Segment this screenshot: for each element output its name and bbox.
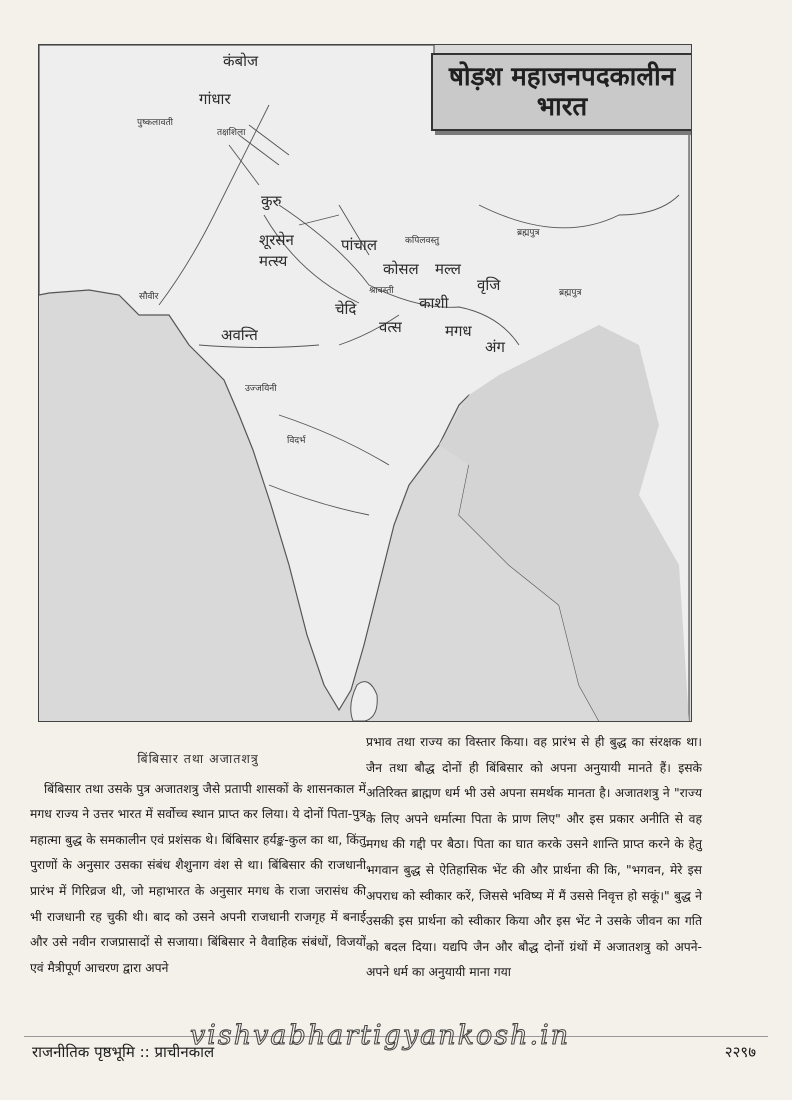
india-map-drawing: [39, 45, 691, 721]
running-title: राजनीतिक पृष्ठभूमि :: प्राचीनकाल: [32, 1043, 215, 1061]
map-title-line2: भारत: [536, 92, 588, 122]
map-label-vidarbh: विदर्भ: [287, 436, 306, 446]
map-label-matsya: मत्स्य: [259, 252, 288, 270]
map-label-panchal: पांचाल: [341, 236, 377, 254]
page-number: २२९७: [724, 1043, 756, 1061]
map-label-vats: वत्स: [379, 318, 402, 336]
map-label-takshashila: तक्षशिला: [217, 128, 246, 138]
map-label-kuru: कुरु: [261, 192, 282, 210]
map-label-kashi: काशी: [419, 294, 449, 312]
article-right-paragraph: प्रभाव तथा राज्य का विस्तार किया। वह प्रारंभ से ही बुद्ध का संरक्षक था। जैन तथा बौद्ध दोनों ही बिंबिसार को अपना अनुयायी मानते हैं। इसके अतिरिक्त ब्राह्मण धर्म भी उसे अपना समर्थक मानता है। अजातशत्रु ने "राज्य के लिए अपने धर्मात्मा पिता के प्राण लिए" और इस प्रकार अनीति से वह मगध की गद्दी पर बैठा। पिता का घात करके उसने शान्ति प्राप्त करने के हेतु भगवान बुद्ध से ऐतिहासिक भेंट की और प्रार्थना की कि, "भगवन, मेरे इस अपराध को स्वीकार करें, जिससे भविष्य में मैं उससे निवृत्त हो सकूं।" बुद्ध ने उसकी इस प्रार्थना को स्वीकार किया और इस भेंट ने उसके जीवन का गति को बदल दिया। यद्यपि जैन और बौद्ध दोनों ग्रंथों में अजातशत्रु को अपने-अपने धर्म का अनुयायी माना गया: [366, 735, 702, 980]
map-label-chedi: चेदि: [335, 300, 357, 318]
map-label-kosal: कोसल: [383, 260, 419, 278]
map-label-kapilavastu: कपिलवस्तु: [405, 236, 440, 246]
section-heading: बिंबिसार तथा अजातशत्रु: [137, 751, 259, 766]
map-label-ang: अंग: [485, 338, 505, 356]
map-label-sauvir: सौवीर: [139, 292, 159, 302]
map-label-brahmaputra-upper: ब्रह्मपुत्र: [517, 228, 540, 238]
map-figure: [38, 44, 692, 722]
map-label-gandhar: गांधार: [199, 90, 231, 108]
map-label-ujjayini: उज्जयिनी: [245, 384, 277, 394]
map-label-shursen: शूरसेन: [259, 231, 294, 249]
map-title-line1: षोड़श महाजनपदकालीन: [448, 62, 676, 92]
map-label-avanti: अवन्ति: [221, 326, 258, 344]
map-label-mall: मल्ल: [435, 260, 461, 278]
map-label-kamboj: कंबोज: [223, 52, 259, 70]
article-right-column: [366, 730, 702, 986]
article-body: [0, 730, 792, 1060]
map-label-magadh: मगध: [445, 322, 472, 340]
article-left-column: [30, 730, 366, 981]
watermark: vishvabhartigyankosh.in: [190, 1020, 571, 1051]
map-label-brahmaputra-lower: ब्रह्मपुत्र: [559, 288, 582, 298]
article-left-paragraph: बिंबिसार तथा उसके पुत्र अजातशत्रु जैसे प्रतापी शासकों के शासनकाल में मगध राज्य ने उत्तर भारत में सर्वोच्च स्थान प्राप्त कर लिया। ये दोनों पिता-पुत्र महात्मा बुद्ध के समकालीन एवं प्रशंसक थे। बिंबिसार हर्यङ्क-कुल का था, किंतु पुराणों के अनुसार उसका संबंध शैशुनाग वंश से था। बिंबिसार की राजधानी प्रारंभ में गिरिव्रज थी, जो महाभारत के अनुसार मगध के राजा जरासंध की भी राजधानी रह चुकी थी। बाद को उसने अपनी राजधानी राजगृह में बनाई और उसे नवीन राजप्रासादों से सजाया। बिंबिसार ने वैवाहिक संबंधों, विजयों एवं मैत्रीपूर्ण आचरण द्वारा अपने: [30, 781, 366, 975]
map-title-box: [431, 53, 692, 131]
map-label-pushkalavati: पुष्कलावती: [137, 118, 173, 128]
map-label-vriji: वृजि: [477, 276, 501, 294]
map-label-shravasti: श्रावस्ती: [369, 286, 394, 296]
